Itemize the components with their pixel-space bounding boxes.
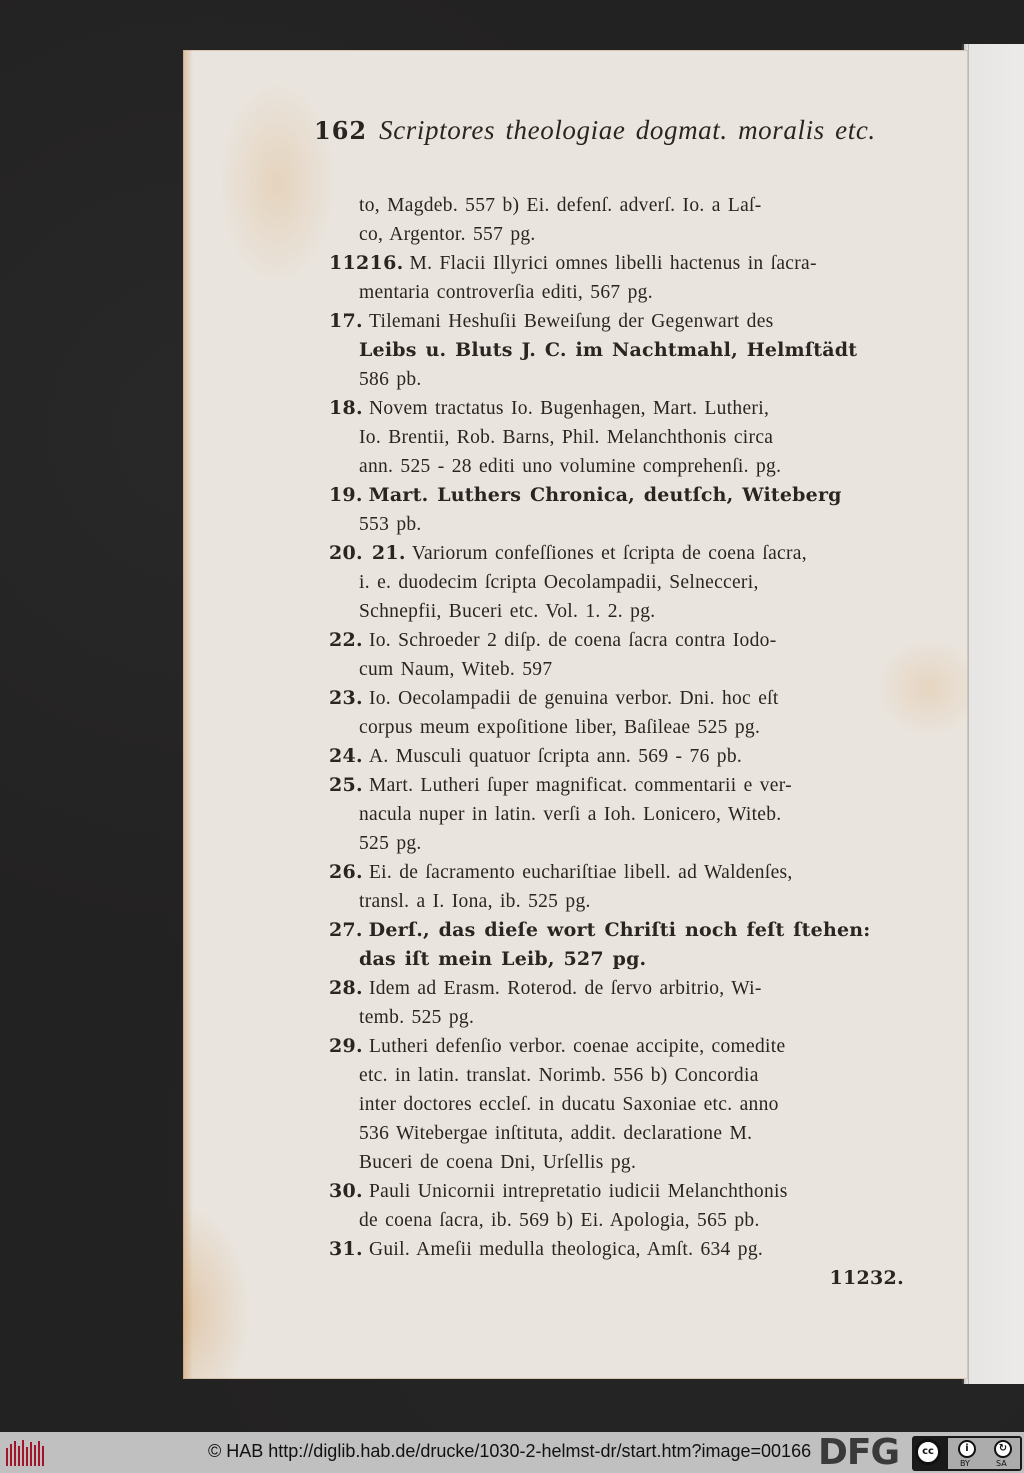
by-label: BY bbox=[960, 1459, 970, 1468]
entry-line: transl. a I. Iona, ib. 525 pg. bbox=[359, 891, 591, 912]
entry-line: inter doctores eccleſ. in ducatu Saxoniae etc. anno bbox=[359, 1094, 779, 1115]
entry-line: temb. 525 pg. bbox=[359, 1007, 475, 1028]
entry-number: 23. bbox=[329, 687, 363, 709]
entry-line: de coena ſacra, ib. 569 b) Ei. Apologia, 565 pb. bbox=[359, 1210, 760, 1231]
copyright-link[interactable]: © HAB http://diglib.hab.de/drucke/1030-2-helmst-dr/start.htm?image=00166 bbox=[208, 1441, 812, 1461]
entry-line: ann. 525 - 28 editi uno volumine comprehenſi. pg. bbox=[359, 456, 782, 477]
entry-number: 26. bbox=[329, 861, 363, 883]
entry-line: mentaria controverſia editi, 567 pg. bbox=[359, 282, 653, 303]
page-text bbox=[314, 115, 914, 1293]
entry-number: 22. bbox=[329, 629, 363, 651]
running-title: Scriptores theologiae dogmat. moralis etc. bbox=[379, 115, 876, 145]
entry-line: 18. Novem tractatus Io. Bugenhagen, Mart. Lutheri, bbox=[329, 397, 770, 419]
entry-line-fraktur: Leibs u. Bluts J. C. im Nachtmahl, Helmſtädt bbox=[359, 339, 858, 361]
entry-line: i. e. duodecim ſcripta Oecolampadii, Selnecceri, bbox=[359, 572, 759, 593]
entry-line: nacula nuper in latin. verſi a Ioh. Lonicero, Witeb. bbox=[359, 804, 782, 825]
cc-icon: cc bbox=[915, 1439, 941, 1465]
entry-line: 553 pb. bbox=[359, 514, 422, 535]
entry-line: 23. Io. Oecolampadii de genuina verbor. Dni. hoc eſt bbox=[329, 687, 779, 709]
entry-line: 586 pb. bbox=[359, 369, 422, 390]
entry-number: 11216. bbox=[329, 252, 404, 274]
entry-number: 30. bbox=[329, 1180, 363, 1202]
running-head bbox=[314, 115, 914, 151]
entry-number: 27. bbox=[329, 919, 363, 941]
share-alike-icon: ↻ bbox=[994, 1440, 1012, 1458]
cc-license-badge[interactable] bbox=[912, 1436, 1022, 1471]
entry-line: 29. Lutheri defenſio verbor. coenae accipite, comedite bbox=[329, 1035, 786, 1057]
entry-number: 20. 21. bbox=[329, 542, 406, 564]
entry-number: 17. bbox=[329, 310, 363, 332]
entry-number: 19. bbox=[329, 484, 363, 506]
entry-line-fraktur: 27. Derſ., das dieſe wort Chriſti noch feſt ſtehen: bbox=[329, 919, 871, 941]
catalog-entries bbox=[314, 191, 914, 1293]
total-number: 11232. bbox=[829, 1267, 904, 1289]
entry-number: 28. bbox=[329, 977, 363, 999]
entry-line: 28. Idem ad Erasm. Roterod. de ſervo arbitrio, Wi- bbox=[329, 977, 762, 999]
page-number: 162 bbox=[314, 116, 368, 145]
entry-line: 20. 21. Variorum confeſſiones et ſcripta de coena ſacra, bbox=[329, 542, 807, 564]
entry-number: 24. bbox=[329, 745, 363, 767]
entry-line: cum Naum, Witeb. 597 bbox=[359, 659, 553, 680]
facing-page-edge bbox=[962, 44, 1024, 1384]
entry-number: 31. bbox=[329, 1238, 363, 1260]
entry-line-fraktur: 19. Mart. Luthers Chronica, deutſch, Witeberg bbox=[329, 484, 842, 506]
entry-line-fraktur: das iſt mein Leib, 527 pg. bbox=[359, 948, 647, 970]
entry-line: 30. Pauli Unicornii intrepretatio iudicii Melanchthonis bbox=[329, 1180, 788, 1202]
entry-line: Buceri de coena Dni, Urſellis pg. bbox=[359, 1152, 637, 1173]
entry-number: 18. bbox=[329, 397, 363, 419]
attribution-icon: i bbox=[958, 1440, 976, 1458]
entry-line: 25. Mart. Lutheri ſuper magnificat. commentarii e ver- bbox=[329, 774, 792, 796]
entry-line: 26. Ei. de ſacramento euchariſtiae libell. ad Waldenſes, bbox=[329, 861, 793, 883]
entry-number: 25. bbox=[329, 774, 363, 796]
entry-line: 11216. M. Flacii Illyrici omnes libelli hactenus in ſacra- bbox=[329, 252, 817, 274]
license-terms bbox=[948, 1438, 1020, 1469]
entry-line: 22. Io. Schroeder 2 diſp. de coena ſacra contra Iodo- bbox=[329, 629, 777, 651]
entry-line: Schnepfii, Buceri etc. Vol. 1. 2. pg. bbox=[359, 601, 656, 622]
entry-line: 31. Guil. Ameſii medulla theologica, Amſt. 634 pg. bbox=[329, 1238, 764, 1260]
footer-bar bbox=[0, 1432, 1024, 1473]
entry-line: 536 Witebergae inſtituta, addit. declaratione M. bbox=[359, 1123, 753, 1144]
entry-line: 17. Tilemani Heshuſii Beweiſung der Gegenwart des bbox=[329, 310, 774, 332]
entry-line: 24. A. Musculi quatuor ſcripta ann. 569 - 76 pb. bbox=[329, 745, 743, 767]
entry-number: 29. bbox=[329, 1035, 363, 1057]
entry-line: 525 pg. bbox=[359, 833, 422, 854]
entry-line: to, Magdeb. 557 b) Ei. defenſ. adverſ. Io. a Laſ- bbox=[359, 195, 762, 216]
entry-line: corpus meum expoſitione liber, Baſileae 525 pg. bbox=[359, 717, 761, 738]
entry-line: etc. in latin. translat. Norimb. 556 b) Concordia bbox=[359, 1065, 759, 1086]
entry-line: Io. Brentii, Rob. Barns, Phil. Melanchthonis circa bbox=[359, 427, 774, 448]
hab-logo-icon bbox=[5, 1438, 47, 1468]
sa-label: SA bbox=[996, 1459, 1007, 1468]
running-total bbox=[314, 1264, 914, 1293]
entry-line: co, Argentor. 557 pg. bbox=[359, 224, 536, 245]
dfg-logo: DFG bbox=[818, 1432, 900, 1473]
